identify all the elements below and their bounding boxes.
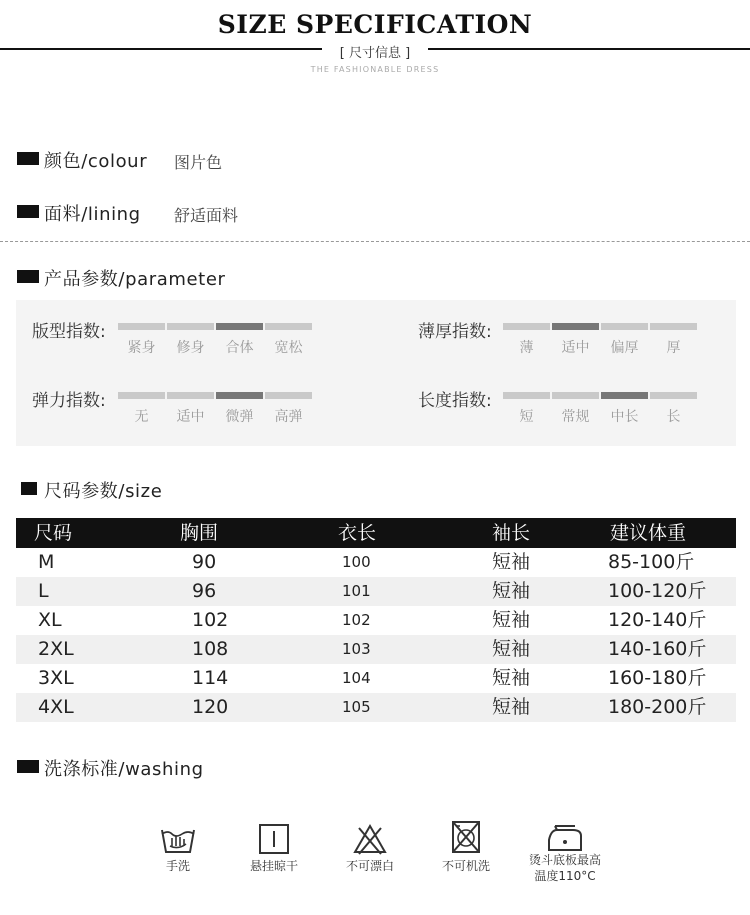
table-row [16, 548, 736, 577]
length-scale-segment [650, 392, 697, 399]
colour-value: 图片色 [174, 153, 223, 172]
hang-dry-label: 悬挂晾干 [249, 859, 298, 873]
dashed-divider [0, 241, 750, 242]
length-scale-segment [552, 392, 599, 399]
table-cell: 105 [342, 698, 371, 716]
length-index-label: 长度指数: [418, 391, 492, 411]
square-bullet-icon [21, 482, 37, 495]
no-bleach-icon [350, 822, 390, 856]
column-header-size: 尺码 [34, 522, 73, 544]
table-cell: 102 [192, 609, 229, 631]
elasticity-scale-segment [118, 392, 165, 399]
table-row [16, 635, 736, 664]
elasticity-option-label: 适中 [176, 409, 205, 425]
fit-scale-segment [118, 323, 165, 330]
length-option-label: 短 [519, 409, 534, 425]
table-cell: 180-200斤 [608, 696, 707, 718]
no-bleach-label: 不可漂白 [345, 859, 394, 873]
table-cell: 短袖 [492, 667, 531, 689]
iron-label-line2: 温度110°C [534, 869, 596, 883]
table-cell: 103 [342, 640, 371, 658]
table-row [16, 664, 736, 693]
thickness-option-label: 偏厚 [610, 340, 639, 356]
header-subtitle: [ 尺寸信息 ] [339, 46, 411, 61]
table-cell: 短袖 [492, 609, 531, 631]
colour-label: 颜色/colour [44, 151, 148, 172]
table-cell: 96 [192, 580, 217, 602]
parameter-panel [16, 300, 736, 446]
table-cell: 85-100斤 [608, 551, 695, 573]
square-bullet-icon [17, 760, 39, 773]
table-cell: 160-180斤 [608, 667, 707, 689]
table-row [16, 693, 736, 722]
square-bullet-icon [17, 205, 39, 218]
elasticity-option-label: 微弹 [225, 409, 254, 425]
fit-option-label: 修身 [176, 340, 205, 356]
fit-option-label: 紧身 [127, 340, 156, 356]
table-cell: 短袖 [492, 696, 531, 718]
elasticity-scale-segment [265, 392, 312, 399]
lining-value: 舒适面料 [174, 206, 239, 225]
column-header-length: 衣长 [338, 522, 377, 544]
table-cell: M [38, 551, 55, 573]
thickness-option-label: 薄 [519, 340, 534, 356]
length-option-label: 长 [666, 409, 681, 425]
fit-index-label: 版型指数: [32, 322, 106, 342]
no-machine-wash-label: 不可机洗 [441, 859, 490, 873]
iron-label-line1: 烫斗底板最高 [528, 853, 601, 867]
washing-section-label: 洗涤标准/washing [44, 759, 204, 780]
thickness-option-label: 厚 [666, 340, 681, 356]
length-option-label: 常规 [561, 409, 590, 425]
table-cell: 114 [192, 667, 229, 689]
thickness-scale-segment [552, 323, 599, 330]
hand-wash-label: 手洗 [165, 859, 190, 873]
size-table-header [16, 518, 736, 548]
thickness-scale-segment [503, 323, 550, 330]
square-bullet-icon [17, 152, 39, 165]
table-cell: XL [38, 609, 62, 631]
table-cell: 2XL [38, 638, 74, 660]
table-cell: 4XL [38, 696, 74, 718]
table-cell: 108 [192, 638, 229, 660]
table-cell: 120-140斤 [608, 609, 707, 631]
thickness-scale-segment [601, 323, 648, 330]
table-cell: 140-160斤 [608, 638, 707, 660]
column-header-weight: 建议体重 [610, 522, 687, 544]
table-cell: L [38, 580, 49, 602]
table-cell: 120 [192, 696, 229, 718]
length-option-label: 中长 [610, 409, 639, 425]
table-row [16, 577, 736, 606]
column-header-sleeve: 袖长 [492, 522, 531, 544]
thickness-index-label: 薄厚指数: [418, 322, 492, 342]
table-cell: 100-120斤 [608, 580, 707, 602]
elasticity-option-label: 无 [134, 409, 149, 425]
square-bullet-icon [17, 270, 39, 283]
thickness-option-label: 适中 [561, 340, 590, 356]
table-cell: 100 [342, 553, 371, 571]
fit-scale-segment [167, 323, 214, 330]
table-cell: 短袖 [492, 580, 531, 602]
no-machine-wash-icon [446, 820, 486, 854]
table-cell: 101 [342, 582, 371, 600]
table-cell: 短袖 [492, 638, 531, 660]
table-row [16, 606, 736, 635]
table-cell: 104 [342, 669, 371, 687]
elasticity-scale-segment [216, 392, 263, 399]
elasticity-index-label: 弹力指数: [32, 391, 106, 411]
fit-option-label: 宽松 [274, 340, 303, 356]
hang-dry-icon [254, 822, 294, 856]
header-tagline: THE FASHIONABLE DRESS [310, 65, 440, 74]
thickness-scale-segment [650, 323, 697, 330]
page-title: SIZE SPECIFICATION [217, 10, 533, 39]
size-section-label: 尺码参数/size [44, 481, 163, 502]
table-cell: 3XL [38, 667, 74, 689]
lining-label: 面料/lining [44, 204, 141, 225]
column-header-chest: 胸围 [180, 522, 219, 544]
table-cell: 90 [192, 551, 217, 573]
parameter-section-label: 产品参数/parameter [44, 269, 226, 290]
fit-scale-segment [265, 323, 312, 330]
fit-scale-segment [216, 323, 263, 330]
length-scale-segment [601, 392, 648, 399]
elasticity-scale-segment [167, 392, 214, 399]
elasticity-option-label: 高弹 [274, 409, 303, 425]
table-cell: 短袖 [492, 551, 531, 573]
table-cell: 102 [342, 611, 371, 629]
hand-wash-icon [158, 822, 198, 856]
fit-option-label: 合体 [225, 340, 254, 356]
length-scale-segment [503, 392, 550, 399]
